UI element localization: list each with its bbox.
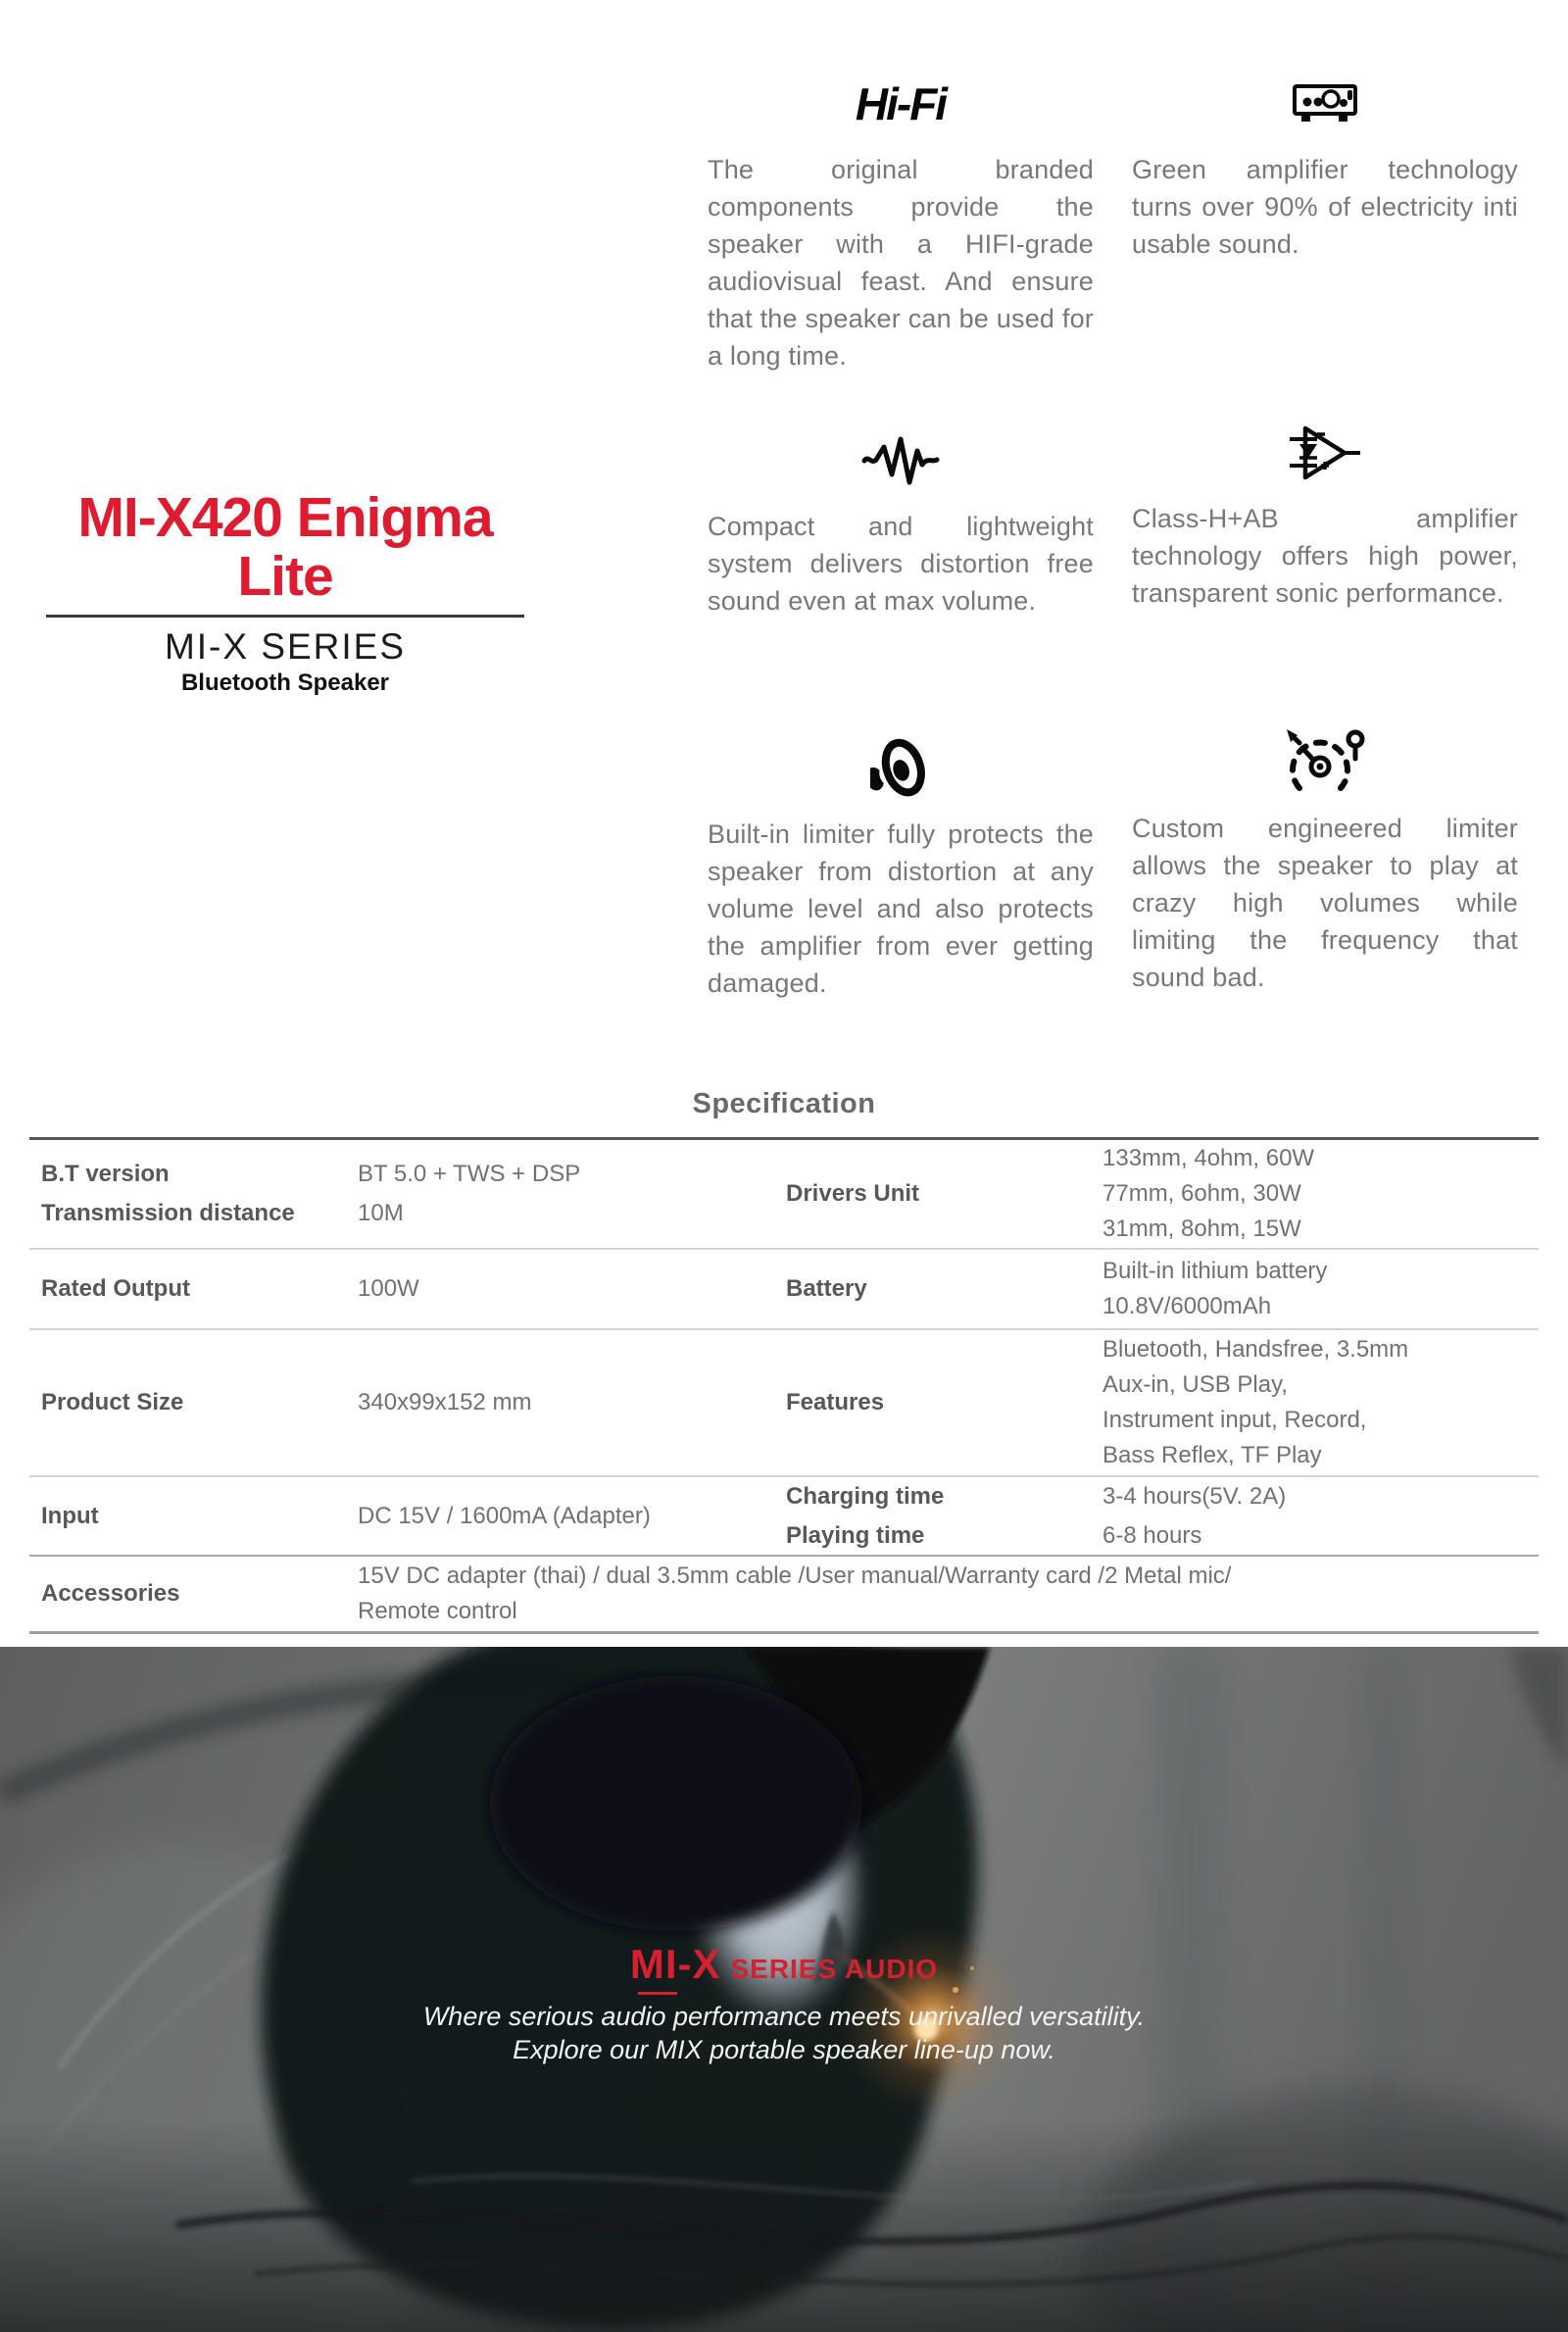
spec-value: Bass Reflex, TF Play [1102, 1442, 1322, 1468]
feature-text: Built-in limiter fully protects the speaker from distortion at any volume level and also protects the amplifier from ever getting damaged. [708, 819, 1094, 998]
spec-value: 6-8 hours [1102, 1521, 1202, 1549]
spec-value: Instrument input, Record, [1102, 1407, 1367, 1433]
spec-row-output-battery [29, 1248, 1539, 1328]
spec-row-size-features [29, 1328, 1539, 1475]
spec-row-accessories [29, 1555, 1539, 1631]
amplifier-icon [1132, 73, 1518, 135]
hero-artwork-image [0, 1647, 1568, 2332]
spec-label: Charging time [786, 1482, 945, 1510]
hero-tagline-1: Where serious audio performance meets unrivalled versatility. [422, 2002, 1146, 2031]
spec-row-bt-drivers [29, 1137, 1539, 1248]
spec-value: DC 15V / 1600mA (Adapter) [358, 1502, 651, 1529]
spec-label: Drivers Unit [786, 1180, 920, 1207]
hero-series-main: MI-X [629, 1941, 721, 1987]
speaker-driver-icon [708, 737, 1094, 800]
spec-value: 10M [358, 1200, 404, 1226]
spec-value: 100W [358, 1275, 419, 1302]
spec-label: B.T version [41, 1161, 170, 1187]
brand-block [44, 488, 526, 698]
spec-label: Product Size [41, 1389, 184, 1415]
spec-row-input-times [29, 1475, 1539, 1555]
spec-table [29, 1137, 1539, 1634]
hifi-logo-text: Hi-Fi [855, 78, 947, 129]
spec-label: Playing time [786, 1521, 925, 1549]
limiter-knob-icon [1132, 731, 1518, 794]
spec-value: 10.8V/6000mAh [1102, 1293, 1272, 1319]
feature-class-h-ab [1132, 422, 1518, 612]
spec-value: 15V DC adapter (thai) / dual 3.5mm cable /User manual/Warranty card /2 Metal mic/ [358, 1563, 1232, 1589]
spec-value: Remote control [358, 1598, 517, 1624]
feature-distortion-free [708, 429, 1094, 620]
feature-text: Class-H+AB amplifier technology offers high power, transparent sonic performance. [1132, 504, 1518, 608]
feature-text: Custom engineered limiter allows the speaker to play at crazy high volumes while limiting the frequency that sound bad. [1132, 814, 1518, 992]
feature-text: Compact and lightweight system delivers distortion free sound even at max volume. [708, 512, 1094, 616]
spec-label: Features [786, 1389, 885, 1415]
hero-series-title [0, 1941, 1568, 1988]
spec-value: 31mm, 8ohm, 15W [1102, 1216, 1301, 1242]
hifi-logo [708, 73, 1094, 135]
feature-custom-limiter [1132, 731, 1518, 996]
spec-label: Battery [786, 1275, 867, 1302]
hero-series-sub: SERIES AUDIO [730, 1954, 939, 1984]
feature-text: The original branded components provide the speaker with a HIFI-grade audiovisual feast. And ensure that the speaker can be used for a long time. [708, 155, 1094, 371]
hero-tagline-2: Explore our MIX portable speaker line-up now. [513, 2035, 1055, 2064]
product-title: MI-X420 Enigma Lite [77, 486, 493, 608]
spec-label: Transmission distance [41, 1200, 295, 1226]
feature-green-amplifier [1132, 73, 1518, 263]
spec-value: Built-in lithium battery [1102, 1258, 1328, 1284]
feature-text: Green amplifier technology turns over 90% of electricity inti usable sound. [1132, 155, 1518, 259]
hero-banner [0, 1647, 1568, 2332]
hero-taglines [0, 2000, 1568, 2066]
spec-label: Rated Output [41, 1275, 190, 1302]
opamp-icon [1132, 422, 1518, 484]
spec-value: Bluetooth, Handsfree, 3.5mm [1102, 1336, 1409, 1363]
spec-title: Specification [692, 1088, 876, 1119]
hero-series-underline [638, 1992, 677, 1995]
spec-value: BT 5.0 + TWS + DSP [358, 1161, 581, 1187]
series-name: MI-X SERIES [164, 626, 407, 667]
spec-value: 77mm, 6ohm, 30W [1102, 1180, 1301, 1207]
feature-built-in-limiter [708, 737, 1094, 1002]
spec-value: 3-4 hours(5V. 2A) [1102, 1482, 1287, 1510]
waveform-icon [708, 429, 1094, 492]
product-subtitle: Bluetooth Speaker [180, 670, 390, 696]
spec-value: Aux-in, USB Play, [1102, 1371, 1288, 1398]
title-divider [46, 615, 524, 618]
spec-value: 340x99x152 mm [358, 1389, 532, 1415]
spec-label: Accessories [41, 1580, 180, 1607]
spec-value: 133mm, 4ohm, 60W [1102, 1145, 1315, 1171]
feature-hifi [708, 73, 1094, 374]
spec-label: Input [41, 1502, 99, 1529]
